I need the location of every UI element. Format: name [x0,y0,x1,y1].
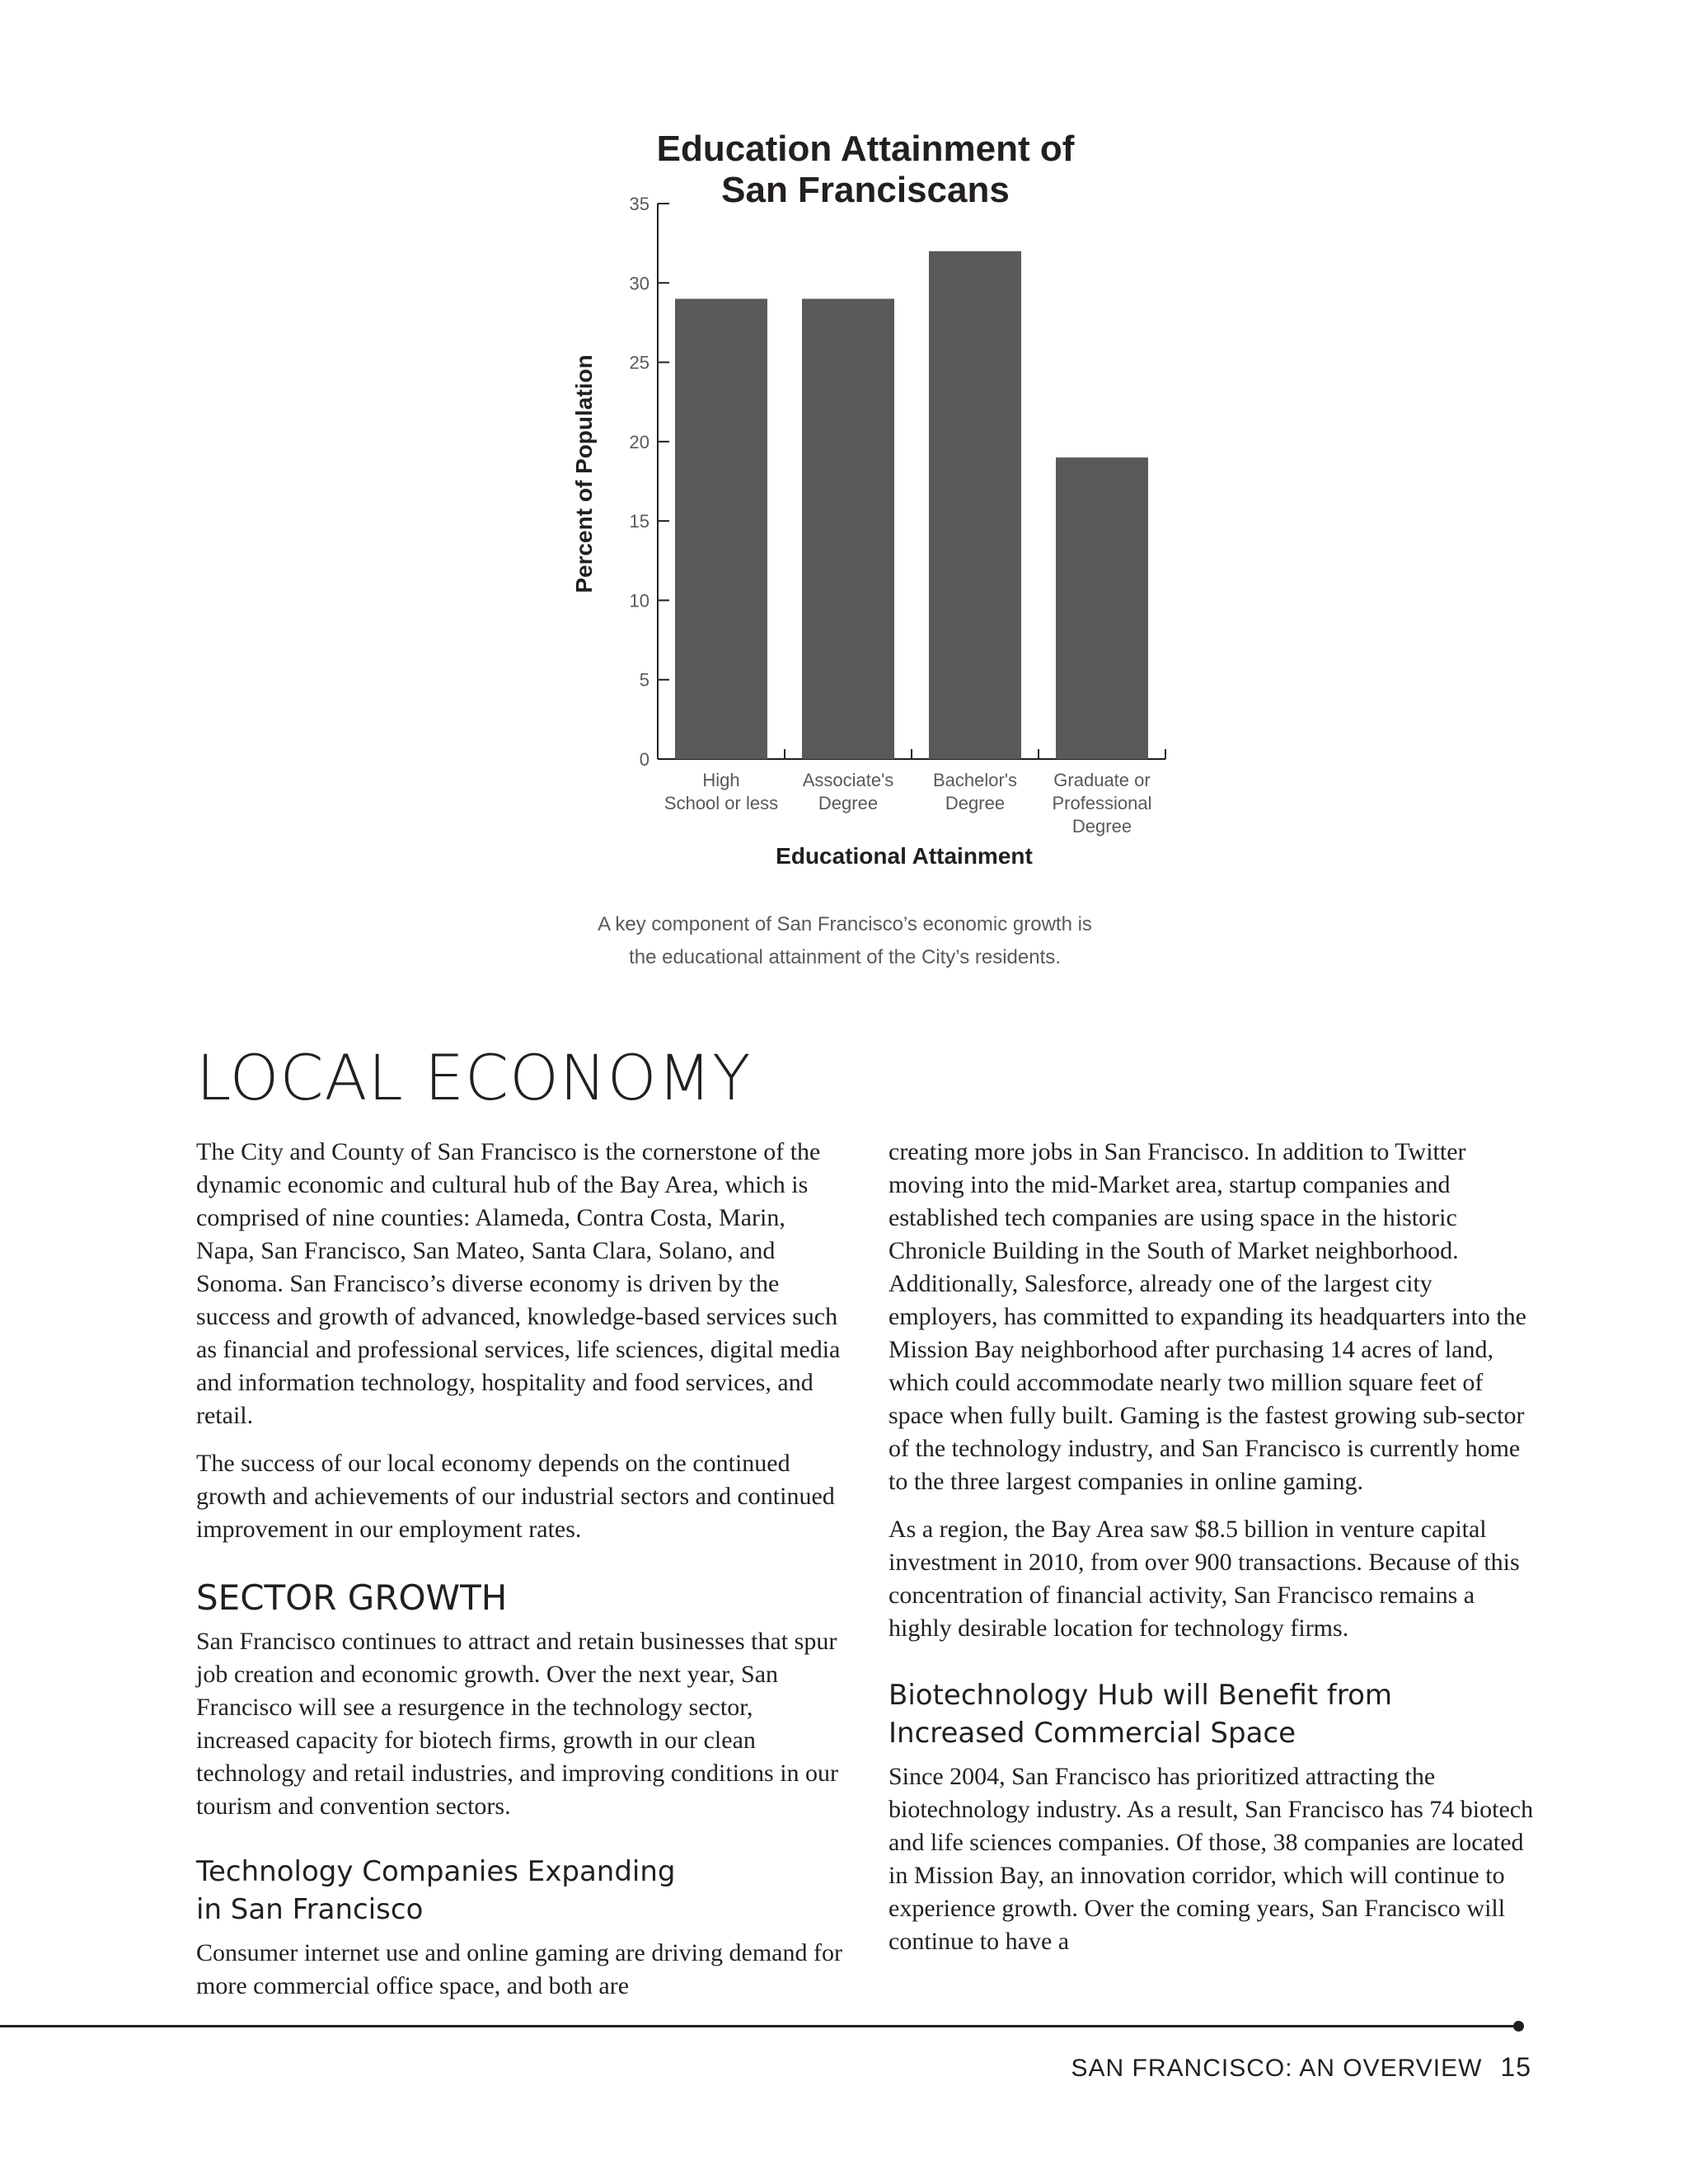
page-footer [1071,2052,1531,2083]
paragraph-consumer-internet: Consumer internet use and online gaming are driving demand for more commercial office space, and both are [196,1939,842,1999]
bar-4 [1056,457,1148,759]
chart-caption-line-2: the educational attainment of the City’s residents. [629,946,1061,968]
bar-3 [929,251,1021,759]
heading-biotech-line-1: Biotechnology Hub will Benefit from [889,1679,1393,1712]
chart-caption-line-1: A key component of San Francisco’s economic growth is [598,913,1092,935]
y-tick-label-25: 25 [629,352,649,373]
heading-biotech-line-2: Increased Commercial Space [889,1717,1296,1750]
page-number: 15 [1500,2052,1531,2082]
right-column [889,1136,1540,1973]
x-tick-label-3-1: Bachelor's [932,770,1018,790]
y-tick-label-35: 35 [629,194,649,214]
paragraph-biotechnology: Since 2004, San Francisco has prioritized attracting the biotechnology industry. As a result, San Francisco has 74 biotech and life sciences companies. Of those, 38 companies are located in Mission Bay, an innovation corridor, which will continue to experience growth. Over the coming years, San Francisco will continue to have a [889,1763,1534,1955]
paragraph-tech-jobs: creating more jobs in San Francisco. In addition to Twitter moving into the mid-Market area, startup companies and established tech companies are using space in the historic Chronicle Building in the South of Market neighborhood. Additionally, Salesforce, already one of the largest city employers, has committed to expanding its headquarters into the Mission Bay neighborhood after purchasing 14 acres of land, which could accommodate nearly two million square feet of space when fully built. Gaming is the fastest growing sub-sector of the technology industry, and San Francisco is currently home to the three largest companies in online gaming. [889,1138,1526,1495]
heading-technology-companies [196,1853,847,1929]
paragraph-sector-growth: San Francisco continues to attract and retain businesses that spur job creation and economic growth. Over the next year, San Francisco will see a resurgence in the technology sector, increased capacity for biotech firms, growth in our clean technology and retail industries, and improving conditions in our tourism and convention sectors. [196,1628,839,1820]
y-tick-label-10: 10 [629,590,649,612]
bar-1 [675,299,767,759]
education-bar-chart [0,0,1688,890]
bar-2 [802,299,894,759]
heading-technology-line-1: Technology Companies Expanding [196,1855,676,1888]
paragraph-venture-capital: As a region, the Bay Area saw $8.5 billion in venture capital investment in 2010, from over 900 transactions. Because of this concentration of financial activity, San Francisco remains a highly desirable location for technology firms. [889,1516,1520,1642]
x-tick-label-4-3: Degree [1071,816,1132,837]
heading-biotechnology-hub [889,1676,1540,1752]
x-tick-label-1-2: School or less [663,793,779,813]
y-tick-label-5: 5 [639,669,649,691]
y-tick-label-0: 0 [639,749,649,770]
x-tick-label-2-1: Associate's [802,770,894,790]
heading-sector-growth: SECTOR GROWTH [196,1577,508,1618]
x-tick-label-3-2: Degree [945,793,1006,813]
x-tick-label-4-1: Graduate or [1053,770,1151,790]
y-tick-label-30: 30 [629,273,649,294]
chart-title-line-2: San Franciscans [721,170,1010,210]
chart-title-line-1: Education Attainment of [656,129,1075,169]
x-tick-label-4-2: Professional [1052,793,1152,813]
footer-title: SAN FRANCISCO: AN OVERVIEW [1071,2055,1483,2082]
y-axis-label: Percent of Population [571,354,597,593]
x-tick-label-2-2: Degree [818,793,879,813]
y-tick-label-15: 15 [629,511,649,532]
paragraph-economy-success: The success of our local economy depends on the continued growth and achievements of our industrial sectors and continued improvement in our employment rates. [196,1450,835,1543]
section-title-local-economy: LOCAL ECONOMY [196,1041,752,1114]
paragraph-bay-area-overview: The City and County of San Francisco is the cornerstone of the dynamic economic and cultural hub of the Bay Area, which is comprised of nine counties: Alameda, Contra Costa, Marin, Napa, San Francisco, San Mateo, Santa Clara, Solano, and Sonoma. San Francisco’s diverse economy is driven by the success and growth of advanced, knowledge-based services such as financial and professional services, life sciences, digital media and information technology, hospitality and food services, and retail. [196,1138,841,1429]
heading-technology-line-2: in San Francisco [196,1893,424,1926]
chart-caption [495,908,1195,974]
x-tick-label-1-1: High [702,770,740,790]
y-tick-label-20: 20 [629,431,649,452]
footer-rule-dot [1513,2021,1524,2032]
footer-rule [0,2025,1518,2027]
education-chart-section [0,0,1688,1022]
x-axis-label: Educational Attainment [776,843,1033,869]
left-column [196,1136,847,2018]
